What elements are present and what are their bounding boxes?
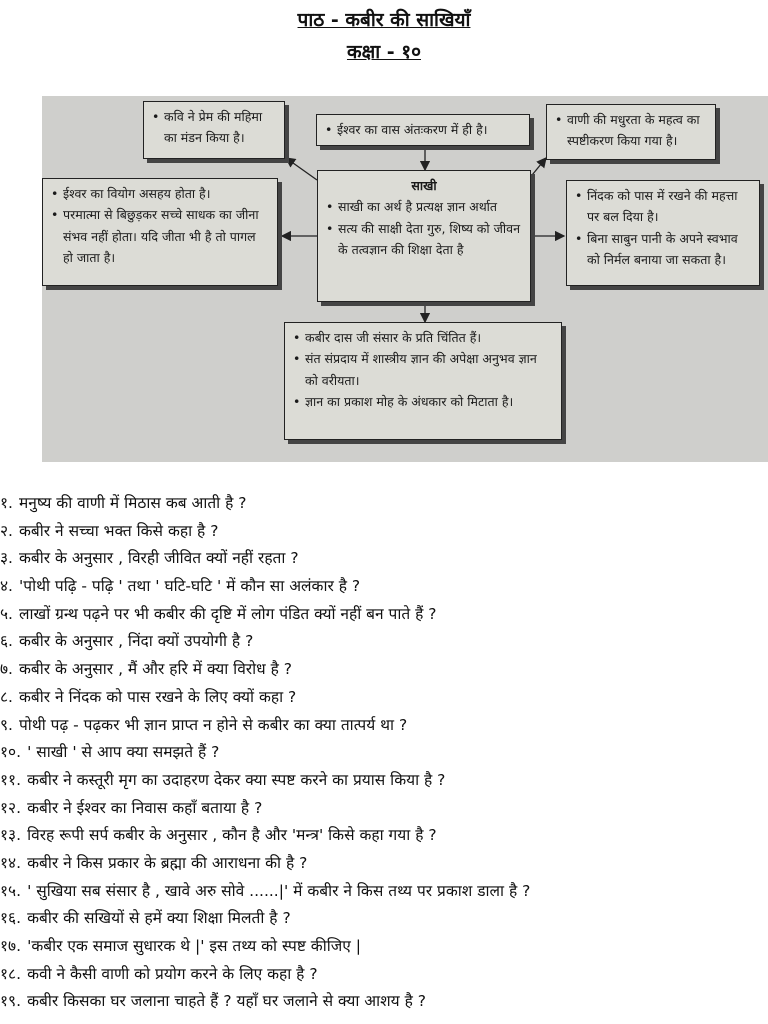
question-number: ७. [0,660,13,679]
box-left [42,178,278,286]
question-text: ' सुखिया सब संसार है , खावे अरु सोवे ......|' में कबीर ने किस तथ्य पर प्रकाश डाला है ? [27,881,531,900]
question-number: ३. [0,549,13,568]
question-item [0,490,760,518]
question-item [0,878,760,906]
question-item [0,905,760,933]
question-item [0,822,760,850]
question-text: कबीर ने ईश्वर का निवास कहाँ बताया है ? [27,798,263,817]
class-label: कक्षा - १० [346,41,421,63]
box-left-point: • परमात्मा से बिछुड़कर सच्चे साधक का जीना संभव नहीं होता। यदि जीता भी है तो पागल हो जाता है। [51,204,269,268]
question-text: कबीर ने किस प्रकार के ब्रह्मा की आराधना की है ? [27,853,308,872]
question-number: १७. [0,937,22,955]
question-text: लाखों ग्रन्थ पढ़ने पर भी कबीर की दृष्टि में लोग पंडित क्यों नहीं बन पाते हैं ? [19,604,437,623]
question-text: 'पोथी पढ़ि - पढ़ि ' तथा ' घटि-घटि ' में कौन सा अलंकार है ? [19,577,361,596]
question-list [0,490,760,1016]
question-number: ५. [0,604,13,623]
question-item [0,933,760,961]
box-top-left-point: • कवि ने प्रेम की महिमा का मंडन किया है। [152,106,276,149]
box-right-point: • निंदक को पास में रखने की महत्ता पर बल दिया है। [575,185,751,228]
question-item [0,988,760,1016]
question-number: १३. [0,826,22,845]
question-item [0,795,760,823]
question-item [0,712,760,740]
box-center [317,170,531,302]
box-bottom [284,322,562,440]
question-number: १. [0,494,13,512]
question-number: १८. [0,964,22,983]
question-text: कबीर ने सच्चा भक्त किसे कहा है ? [19,521,219,540]
box-left-point: • ईश्वर का वियोग असहय होता है। [51,183,269,204]
question-item [0,850,760,878]
question-number: १५. [0,881,22,900]
question-item [0,961,760,989]
question-item [0,545,760,573]
question-text: 'कबीर एक समाज सुधारक थे |' इस तथ्य को स्पष्ट कीजिए | [27,937,361,955]
question-text: कबीर ने कस्तूरी मृग का उदाहरण देकर क्या स्पष्ट करने का प्रयास किया है ? [27,770,446,789]
question-number: १०. [0,743,22,762]
center-title: साखी [411,178,437,193]
question-number: ६. [0,632,13,651]
question-number: १९. [0,992,22,1011]
box-right [566,180,760,286]
question-number: १६. [0,909,22,928]
question-item [0,767,760,795]
question-item [0,684,760,712]
question-number: ९. [0,715,13,734]
question-item [0,518,760,546]
question-number: ८. [0,687,13,706]
question-item [0,628,760,656]
question-item [0,573,760,601]
question-number: ४. [0,577,13,596]
question-text: कबीर ने निंदक को पास रखने के लिए क्यों कहा ? [19,687,297,706]
question-text: विरह रूपी सर्प कबीर के अनुसार , कौन है और 'मन्त्र' किसे कहा गया है ? [27,826,437,845]
box-bottom-point: • ज्ञान का प्रकाश मोह के अंधकार को मिटाता है। [293,391,553,412]
box-right-point: • बिना साबुन पानी के अपने स्वभाव को निर्मल बनाया जा सकता है। [575,228,751,271]
question-text: कबीर के अनुसार , निंदा क्यों उपयोगी है ? [19,632,254,651]
question-text: ' साखी ' से आप क्या समझते हैं ? [27,743,220,762]
question-number: १२. [0,798,22,817]
question-item [0,739,760,767]
box-top-middle-point: • ईश्वर का वास अंतःकरण में ही है। [325,119,521,140]
box-top-right-point: • वाणी की मधुरता के महत्व का स्पष्टीकरण किया गया है। [555,109,707,152]
question-text: पोथी पढ़ - पढ़कर भी ज्ञान प्राप्त न होने से कबीर का क्या तात्पर्य था ? [19,715,408,734]
question-text: कवी ने कैसी वाणी को प्रयोग करने के लिए कहा है ? [27,964,318,983]
question-number: ११. [0,770,22,789]
question-text: कबीर के अनुसार , विरही जीवित क्यों नहीं रहता ? [19,549,299,568]
box-bottom-point: • संत संप्रदाय में शास्त्रीय ज्ञान की अपेक्षा अनुभव ज्ञान को वरीयता। [293,348,553,391]
box-bottom-point: • कबीर दास जी संसार के प्रति चिंतित हैं। [293,327,553,348]
center-point: • साखी का अर्थ है प्रत्यक्ष ज्ञान अर्थात [326,196,522,217]
box-top-right [546,104,716,160]
box-top-left [143,101,285,159]
question-number: २. [0,521,13,540]
question-item [0,601,760,629]
page-title: पाठ - कबीर की साखियाँ [297,9,471,31]
question-text: कबीर किसका घर जलाना चाहते हैं ? यहाँ घर जलाने से क्या आशय है ? [27,992,426,1011]
question-item [0,656,760,684]
box-top-middle [316,114,530,146]
question-text: कबीर की सखियों से हमें क्या शिक्षा मिलती है ? [27,909,291,928]
center-point: • सत्य की साक्षी देता गुरु, शिष्य को जीवन के तत्वज्ञान की शिक्षा देता है [326,218,522,261]
concept-diagram [42,96,768,462]
question-number: १४. [0,853,22,872]
question-text: मनुष्य की वाणी में मिठास कब आती है ? [19,494,247,512]
question-text: कबीर के अनुसार , मैं और हरि में क्या विरोध है ? [19,660,293,679]
